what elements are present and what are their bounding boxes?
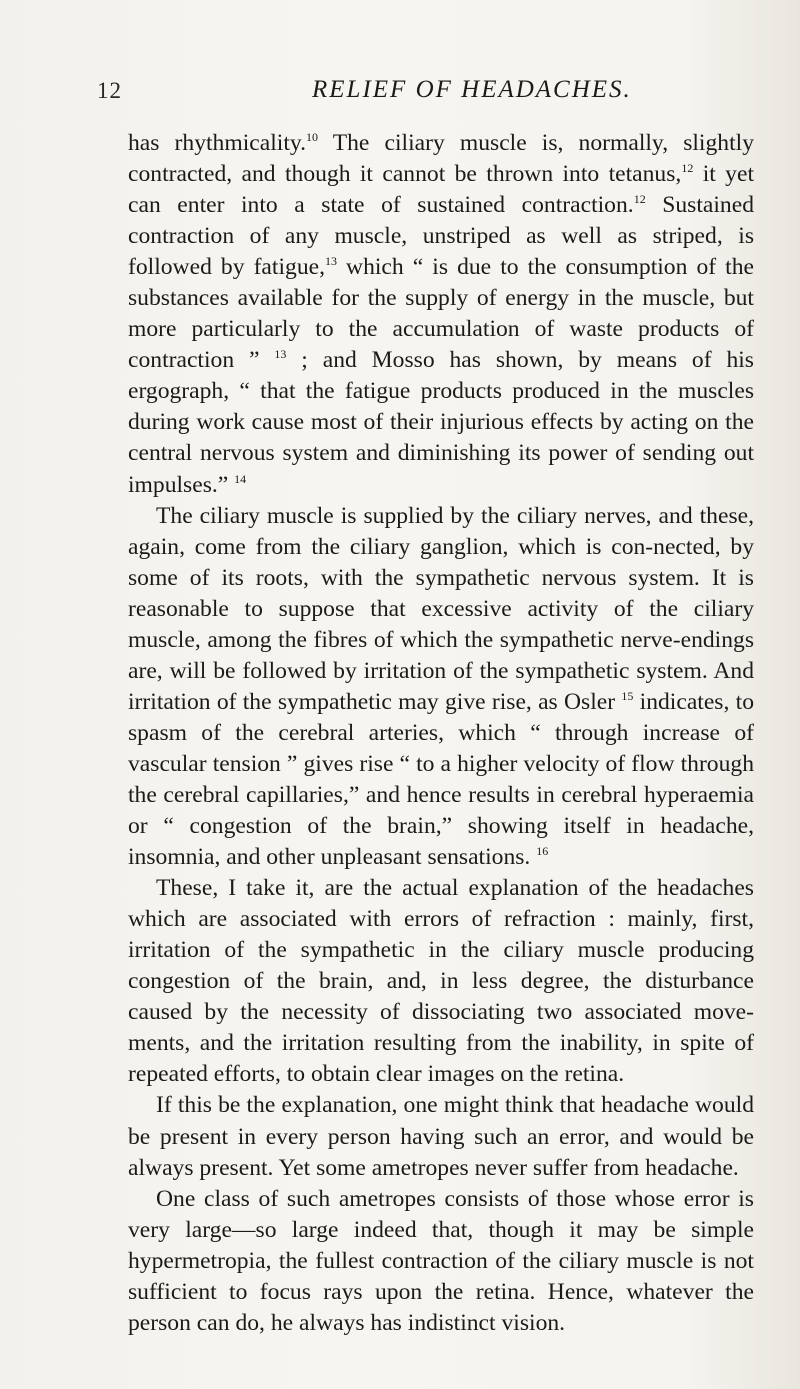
text-segment: which “ is due to the consumption of the substances available for the supply of energy in the muscle, but more particularly to the accumulation of waste products of contraction ” — [128, 254, 754, 374]
text-segment: Sustained contraction of any muscle, unstriped as well as striped, is followed by fatigue, — [128, 192, 754, 281]
footnote-ref: 16 — [536, 844, 549, 859]
footnote-ref: 10 — [306, 130, 319, 145]
footnote-ref: 13 — [274, 347, 287, 362]
footnote-ref: 13 — [324, 254, 337, 269]
paragraph-3: These, I take it, are the actual explanation of the headaches which are associated with errors of refraction : mainly, first, irritation of the sympathetic in the ciliary muscle producing congestion of the brain, and, in less degree, the disturbance caused by the necessity of dissociating two associated move-ments, and the irritation resulting from the inability, in spite of repeated efforts, to obtain clear images on the retina. — [128, 875, 754, 1088]
text-segment: indicates, to spasm of the cerebral arteries, which “ through increase of vascular tension ” gives rise “ to a higher velocity of flow through the cerebral capillaries,” and hence results in cerebral hyperaemia or “ congestion of the brain,” showing itself in headache, insomnia, and other unpleasant sensations. — [128, 688, 755, 871]
body-text — [128, 128, 754, 1339]
running-title: RELIEF OF HEADACHES. — [312, 76, 632, 103]
text-segment: has rhythmicality. — [128, 130, 307, 156]
paragraph-5: One class of such ametropes consists of those whose error is very large—so large indeed that, though it may be simple hypermetropia, the fullest contraction of the ciliary muscle is not sufficient to focus rays upon the retina. Hence, whatever the person can do, he always has indistinct vision. — [128, 1185, 754, 1336]
paragraph-2 — [128, 501, 754, 874]
text-segment: The ciliary muscle is supplied by the ciliary nerves, and these, again, come from the ciliary ganglion, which is con-nected, by some of its roots, with the sympathetic nervous system. It is reasonable to suppose that excessive activity of the ciliary muscle, among the fibres of which the sympathetic nerve-endings are, will be followed by irritation of the sympathetic system. And irritation of the sympathetic may give rise, as Osler — [128, 502, 754, 715]
page-header — [0, 78, 800, 118]
paragraph-1 — [128, 128, 754, 501]
footnote-ref: 12 — [681, 161, 694, 176]
text-segment: The ciliary muscle is, normally, slightly contracted, and though it cannot be thrown into tetanus, — [128, 130, 754, 188]
paragraph-4: If this be the explanation, one might think that headache would be present in every person having such an error, and would be always present. Yet some ametropes never suffer from headache. — [128, 1092, 754, 1181]
page-number: 12 — [97, 78, 122, 103]
footnote-ref: 12 — [633, 192, 646, 207]
text-segment: it yet can enter into a state of sustained contraction. — [128, 161, 754, 219]
footnote-ref: 15 — [621, 688, 634, 703]
text-segment: ; and Mosso has shown, by means of his ergograph, “ that the fatigue products produced in the muscles during work cause most of their injurious effects by acting on the central nervous system and diminishing its power of sending out impulses.” — [128, 347, 754, 498]
footnote-ref: 14 — [234, 471, 247, 486]
